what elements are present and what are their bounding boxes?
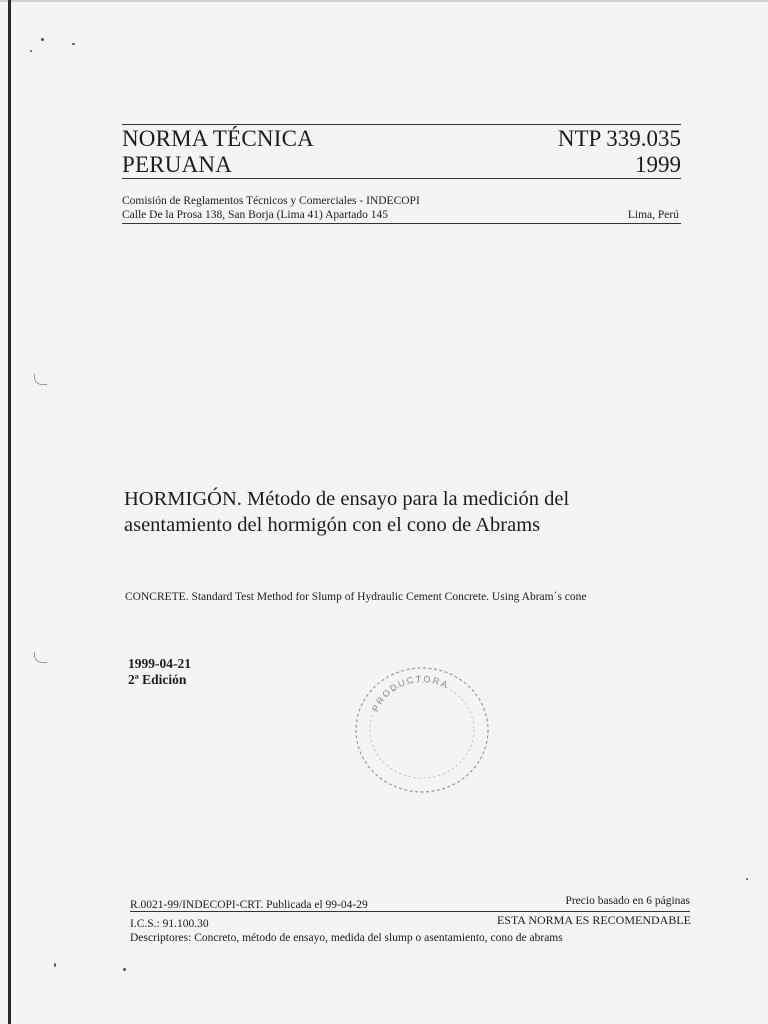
scan-binding-edge <box>8 0 11 1024</box>
recommendation-text: ESTA NORMA ES RECOMENDABLE <box>496 913 691 927</box>
document-title-english: CONCRETE. Standard Test Method for Slump of Hydraulic Cement Concrete. Using Abram´s cone <box>125 591 587 603</box>
standard-title <box>122 126 314 178</box>
organization-address: Calle De la Prosa 138, San Borja (Lima 41) Apartado 145 <box>122 209 389 221</box>
svg-text:PRODUCTORA <box>370 674 451 713</box>
standard-title-line2: PERUANA <box>122 152 233 177</box>
descriptors-text: Descriptores: Concreto, método de ensayo, medida del slump o asentamiento, cono de abrams <box>130 932 563 944</box>
ics-code: I.C.S.: 91.100.30 <box>130 918 209 930</box>
scan-mark <box>34 374 47 385</box>
resolution-text: R.0021-99/INDECOPI-CRT. Publicada el 99-04-29 <box>130 899 368 911</box>
organization-name: Comisión de Reglamentos Técnicos y Comerciales - INDECOPI <box>122 195 420 207</box>
scan-speck <box>41 38 44 41</box>
organization-block <box>122 194 420 222</box>
price-text: Precio basado en 6 páginas <box>565 895 690 907</box>
edition-label: 2ª Edición <box>128 672 187 687</box>
standard-code: NTP 339.035 <box>557 126 681 151</box>
document-title <box>124 486 684 538</box>
scan-mark <box>34 652 47 663</box>
document-title-line1: HORMIGÓN. Método de ensayo para la medición del <box>124 488 570 510</box>
edition-date: 1999-04-21 <box>128 656 191 671</box>
scan-speck <box>54 963 56 967</box>
organization-rule <box>122 223 681 224</box>
standard-title-line1: NORMA TÉCNICA <box>122 126 314 151</box>
scan-speck <box>30 50 32 52</box>
scan-speck <box>72 43 75 45</box>
scan-top-edge <box>0 0 768 2</box>
header-bottom-rule <box>122 178 681 179</box>
scan-speck <box>123 968 126 971</box>
stamp-text: PRODUCTORA <box>370 673 452 714</box>
header-top-rule <box>122 124 681 125</box>
document-title-line2: asentamiento del hormigón con el cono de Abrams <box>124 514 541 536</box>
organization-city: Lima, Perú <box>627 209 679 221</box>
scan-speck <box>746 878 748 880</box>
standard-year: 1999 <box>635 152 681 177</box>
standard-code-block <box>558 126 681 178</box>
official-stamp <box>352 664 492 796</box>
footer-rule <box>130 911 690 912</box>
